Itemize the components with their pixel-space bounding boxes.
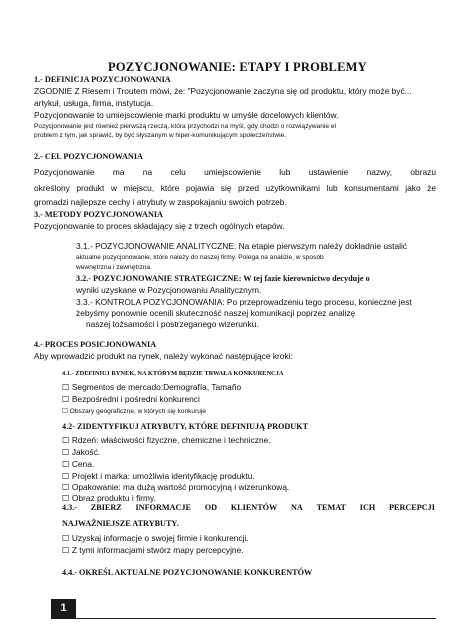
justified-word: na	[142, 167, 153, 177]
page-title: POZYCJONOWANIE: ETAPY I PROBLEMY	[108, 60, 367, 74]
method-3-3-title: 3.3.- KONTROLA POZYCJONOWANIA: Po przeprowadzeniu tego procesu, konieczne jest	[76, 297, 412, 307]
step-4-3-item: ☐ Z tymi informacjami stwórz mapy percepcyjne.	[62, 545, 244, 555]
justified-word: PERCEPCJI	[389, 503, 435, 512]
step-4-4-heading: 4.4.- OKREŚL AKTUALNE POZYCJONOWANIE KONKURENTÓW	[62, 568, 313, 577]
justified-word: INFORMACJE	[135, 503, 191, 512]
method-3-1-line-2: aktualne pozycjonowanie, które należy do naszej firmy. Polega na analizie, w sposób	[76, 254, 324, 261]
step-4-1-item: ☐ Segmentos de mercado:Demografía, Tamaño	[62, 382, 242, 392]
method-3-1-title: 3.1.- POZYCJONOWANIE ANALITYCZNE: Na etapie pierwszym należy dokładnie ustalić	[76, 241, 408, 251]
justified-word: konsumentami	[344, 183, 399, 193]
section-1-line-1: ZGODNIE Z Riesem i Troutem mówi, że: "Pozycjonowanie zaczyna się od produktu, który może być...	[34, 86, 412, 96]
step-4-3-heading-line-1	[62, 503, 435, 512]
justified-word: które	[160, 183, 180, 193]
justified-word: obrazu	[410, 167, 436, 177]
step-4-2-item: ☐ Cena.	[62, 459, 95, 469]
justified-word: określony	[34, 183, 70, 193]
step-4-2-item: ☐ Rdzeń: właściwości fizyczne, chemiczne i techniczne.	[62, 435, 271, 445]
justified-word: OD	[204, 503, 218, 512]
justified-word: w	[110, 183, 117, 193]
justified-word: jako	[405, 183, 421, 193]
section-1-line-3: Pozycjonowanie to umiejscowienie marki produktu w umyśle docelowych klientów.	[34, 110, 339, 120]
step-4-2-item: ☐ Opakowanie: ma dużą wartość promocyjną i wizerunkową.	[62, 482, 290, 492]
method-3-2-line-2: wyniki uzyskane w Pozycjonowaniu Analitycznym.	[76, 285, 262, 295]
footer-rule	[76, 618, 436, 619]
section-2-line-2	[34, 183, 436, 193]
method-3-3-line-2: żebyśmy ponownie ocenili skuteczność naszej komunikacji poprzez analizę	[76, 308, 356, 318]
step-4-3-heading-line-2: NAJWAŻNIEJSZE ATRYBUTY.	[62, 519, 179, 528]
justified-word: miejscu,	[123, 183, 155, 193]
justified-word: ma	[112, 167, 125, 177]
justified-word: użytkownikami	[265, 183, 320, 193]
justified-word: TEMAT	[316, 503, 347, 512]
section-3-intro: Pozycjonowanie to proces składający się z trzech ogólnych etapów.	[34, 221, 285, 231]
justified-word: umiejscowienie	[204, 167, 261, 177]
justified-word: ZBIERZ	[90, 503, 122, 512]
method-3-3-line-3: naszej tożsamości i postrzeganego wizerunku.	[86, 319, 259, 329]
section-1-line-2: artykuł, usługa, firma, instytucja.	[34, 98, 154, 108]
section-1-heading: 1.- DEFINICJA POZYCJONOWANIA	[34, 75, 171, 84]
justified-word: 4.3.-	[62, 503, 78, 512]
justified-word: NA	[291, 503, 303, 512]
justified-word: przed	[238, 183, 259, 193]
step-4-2-heading: 4.2- ZIDENTYFIKUJ ATRYBUTY, KTÓRE DEFINIUJĄ PRODUKT	[62, 422, 309, 431]
justified-word: celu	[170, 167, 186, 177]
step-4-2-item: ☐ Projekt i marka: umożliwia identyfikację produktu.	[62, 471, 255, 481]
step-4-3-item: ☐ Uzyskaj informacje o swojej firmie i konkurencji.	[62, 533, 249, 543]
justified-word: Pozycjonowanie	[34, 167, 95, 177]
justified-word: ICH	[359, 503, 376, 512]
justified-word: lub	[326, 183, 338, 193]
method-3-1-line-3: wewnętrzna i zewnętrzna.	[76, 264, 152, 271]
section-2-heading: 2.- CEL POZYCJONOWANIA	[34, 152, 143, 161]
page-number: 1	[60, 602, 67, 614]
method-3-2-title: 3.2.- POZYCJONOWANIE STRATEGICZNE: W tej fazie kierownictwo decyduje o	[76, 274, 370, 283]
justified-word: pojawia	[185, 183, 215, 193]
step-4-1-heading: 4.1.- ZDEFINIUJ RYNEK, NA KTÓRYM BĘDZIE TRWAŁA KONKURENCJA	[62, 370, 284, 377]
justified-word: że	[427, 183, 436, 193]
justified-word: KLIENTÓW	[230, 503, 278, 512]
step-4-1-item: ☐ Bezpośredni i pośredni konkurenci	[62, 394, 200, 404]
justified-word: produkt	[76, 183, 105, 193]
step-4-1-item: ☐ Obszary geograficzne, w których się konkuruje	[62, 408, 207, 415]
step-4-2-item: ☐ Obraz produktu i firmy.	[62, 493, 156, 503]
justified-word: się	[220, 183, 232, 193]
section-2-line-1	[34, 167, 436, 177]
section-4-intro: Aby wprowadzić produkt na rynek, należy wykonać następujące kroki:	[34, 351, 293, 361]
section-3-heading: 3.- METODY POZYCJONOWANIA	[34, 210, 163, 219]
justified-word: ustawienie	[308, 167, 349, 177]
justified-word: nazwy,	[366, 167, 393, 177]
section-1-line-5: problem z tym, jak sprawić, by być słyszanym w hiper-komunikującym społeczeństwie.	[34, 132, 287, 139]
section-1-line-4: Pozycjonowanie jest również pierwszą rzeczą, która przychodzi na myśl, gdy chodzi o rozwiązywanie el	[34, 123, 336, 130]
section-4-heading: 4.- PROCES POSICJONOWANIA	[34, 340, 157, 349]
justified-word: lub	[279, 167, 291, 177]
section-2-line-3: gromadzi najlepsze cechy i atrybuty w zaspokajaniu swoich potrzeb.	[34, 197, 287, 207]
step-4-2-item: ☐ Jakość.	[62, 447, 101, 457]
